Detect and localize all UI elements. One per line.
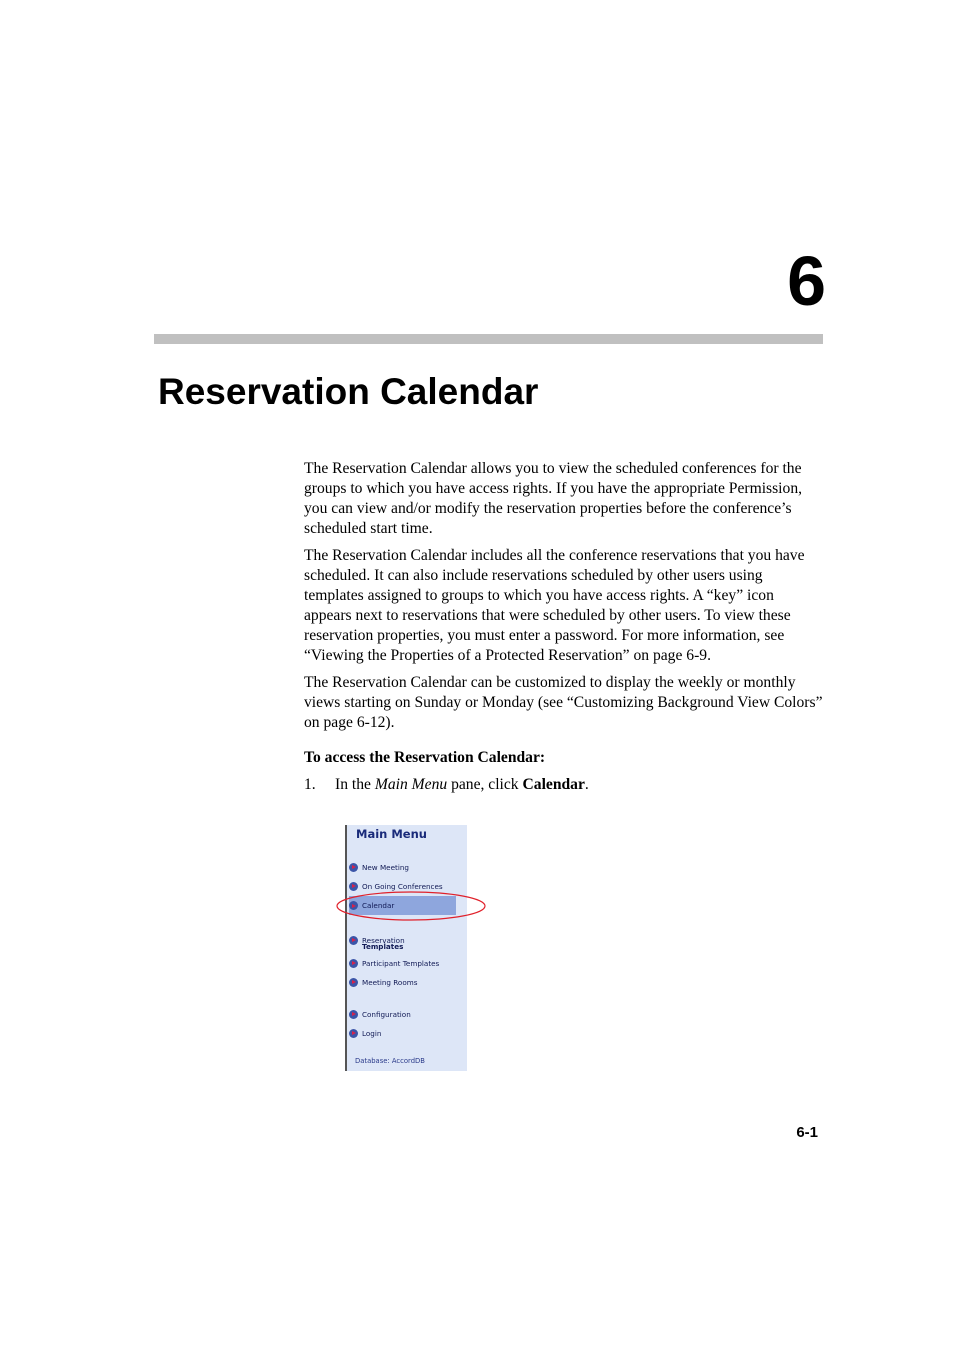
arrow-bullet-icon <box>349 936 358 945</box>
database-label: Database: AccordDB <box>355 1057 425 1065</box>
menu-item-label: Configuration <box>362 1009 411 1019</box>
chapter-rule <box>154 334 823 344</box>
arrow-bullet-icon <box>349 959 358 968</box>
step-number: 1. <box>304 776 316 793</box>
menu-item-login[interactable] <box>349 1027 381 1039</box>
step-text <box>335 775 589 795</box>
procedure-step <box>304 775 824 795</box>
arrow-bullet-icon <box>349 978 358 987</box>
menu-item-configuration[interactable] <box>349 1008 411 1020</box>
paragraph: The Reservation Calendar includes all the conference reservations that you have scheduled. It can also include reservations scheduled by other users using templates assigned to groups to which you have access rights. A “key” icon appears next to reservations that were scheduled by other users. To view these reservation properties, you must enter a password. For more information, see “Viewing the Properties of a Protected Reservation” on page 6-9. <box>304 547 805 664</box>
chapter-number: 6 <box>787 242 826 320</box>
calendar-highlight-ring <box>337 892 485 920</box>
step-prefix: In the <box>335 776 375 793</box>
menu-item-label: New Meeting <box>362 862 409 872</box>
menu-item-label: Participant Templates <box>362 958 440 968</box>
menu-item-meeting-rooms[interactable] <box>349 976 417 988</box>
menu-item-label: On Going Conferences <box>362 881 443 891</box>
procedure-heading: To access the Reservation Calendar: <box>304 749 546 766</box>
menu-item-label: Reservation <box>362 935 405 945</box>
menu-item-label: Meeting Rooms <box>362 977 418 987</box>
page-number: 6-1 <box>796 1124 818 1141</box>
menu-item-new-meeting[interactable] <box>349 861 409 873</box>
main-menu-screenshot <box>345 825 467 1071</box>
menu-item-label-line2: Templates <box>362 942 404 951</box>
highlight-ellipse <box>335 890 487 922</box>
paragraph: The Reservation Calendar can be customized to display the weekly or monthly views starting on Sunday or Monday (see “Customizing Background View Colors” on page 6-12). <box>304 674 823 731</box>
step-italic: Main Menu <box>374 776 448 793</box>
step-suffix: . <box>584 776 589 793</box>
arrow-bullet-icon <box>349 863 358 872</box>
menu-item-label: Calendar <box>362 901 395 910</box>
chapter-title: Reservation Calendar <box>158 371 539 412</box>
paragraph: The Reservation Calendar allows you to view the scheduled conferences for the groups to which you have access rights. If you have the appropriate Permission, you can view and/or modify the reservation properties before the conference’s scheduled start time. <box>304 460 803 537</box>
menu-item-label: Login <box>362 1028 382 1038</box>
arrow-bullet-icon <box>349 1029 358 1038</box>
step-middle: pane, click <box>447 776 523 793</box>
menu-item-participant-templates[interactable] <box>349 957 439 969</box>
main-menu-title: Main Menu <box>356 827 427 841</box>
step-bold: Calendar <box>522 776 585 793</box>
body-text <box>304 459 824 802</box>
arrow-bullet-icon <box>349 1010 358 1019</box>
